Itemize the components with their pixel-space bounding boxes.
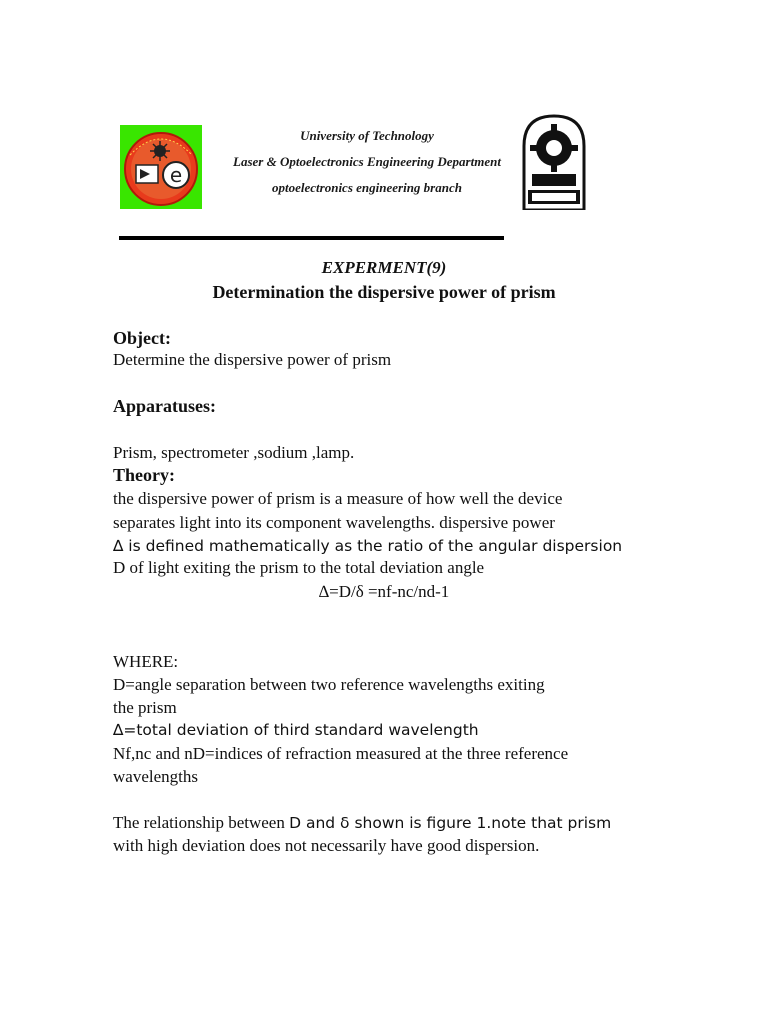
theory-line-2: separates light into its component wavelengths. dispersive power	[113, 513, 555, 532]
branch-name: optoelectronics engineering branch	[272, 180, 462, 195]
dispersion-formula: ∆=D/δ =nf-nc/nd-1	[318, 582, 450, 601]
n-definition-line-2: wavelengths	[113, 767, 198, 786]
department-logo	[120, 125, 202, 209]
theory-line-1: the dispersive power of prism is a measure of how well the device	[113, 489, 563, 508]
relationship-line-1-end: D and δ shown is figure 1.note that prism	[289, 814, 612, 832]
object-text: Determine the dispersive power of prism	[113, 350, 392, 369]
where-heading: WHERE:	[113, 652, 179, 671]
apparatuses-text: Prism, spectrometer ,sodium ,lamp.	[113, 443, 355, 462]
department-name: Laser & Optoelectronics Engineering Department	[233, 154, 501, 169]
relationship-line-1-start: The relationship between	[113, 813, 290, 832]
theory-line-4: D of light exiting the prism to the total deviation angle	[113, 558, 485, 577]
apparatuses-heading: Apparatuses:	[113, 396, 217, 416]
university-logo	[518, 112, 590, 210]
d-definition-line-1: D=angle separation between two reference wavelengths exiting	[113, 675, 545, 694]
theory-heading: Theory:	[113, 465, 175, 485]
university-name: University of Technology	[300, 128, 434, 143]
delta-definition: ∆=total deviation of third standard wavelength	[113, 721, 479, 739]
object-heading: Object:	[113, 328, 171, 348]
relationship-line-2: with high deviation does not necessarily have good dispersion.	[113, 836, 540, 855]
experiment-number: EXPERMENT(9)	[321, 258, 447, 277]
svg-text:e: e	[169, 163, 183, 187]
relationship-line-1	[113, 813, 611, 833]
header-divider	[119, 236, 504, 240]
n-definition-line-1: Nf,nc and nD=indices of refraction measured at the three reference	[113, 744, 569, 763]
experiment-title: Determination the dispersive power of prism	[212, 282, 556, 302]
theory-line-3: ∆ is defined mathematically as the ratio of the angular dispersion	[113, 537, 623, 555]
d-definition-line-2: the prism	[113, 698, 177, 717]
